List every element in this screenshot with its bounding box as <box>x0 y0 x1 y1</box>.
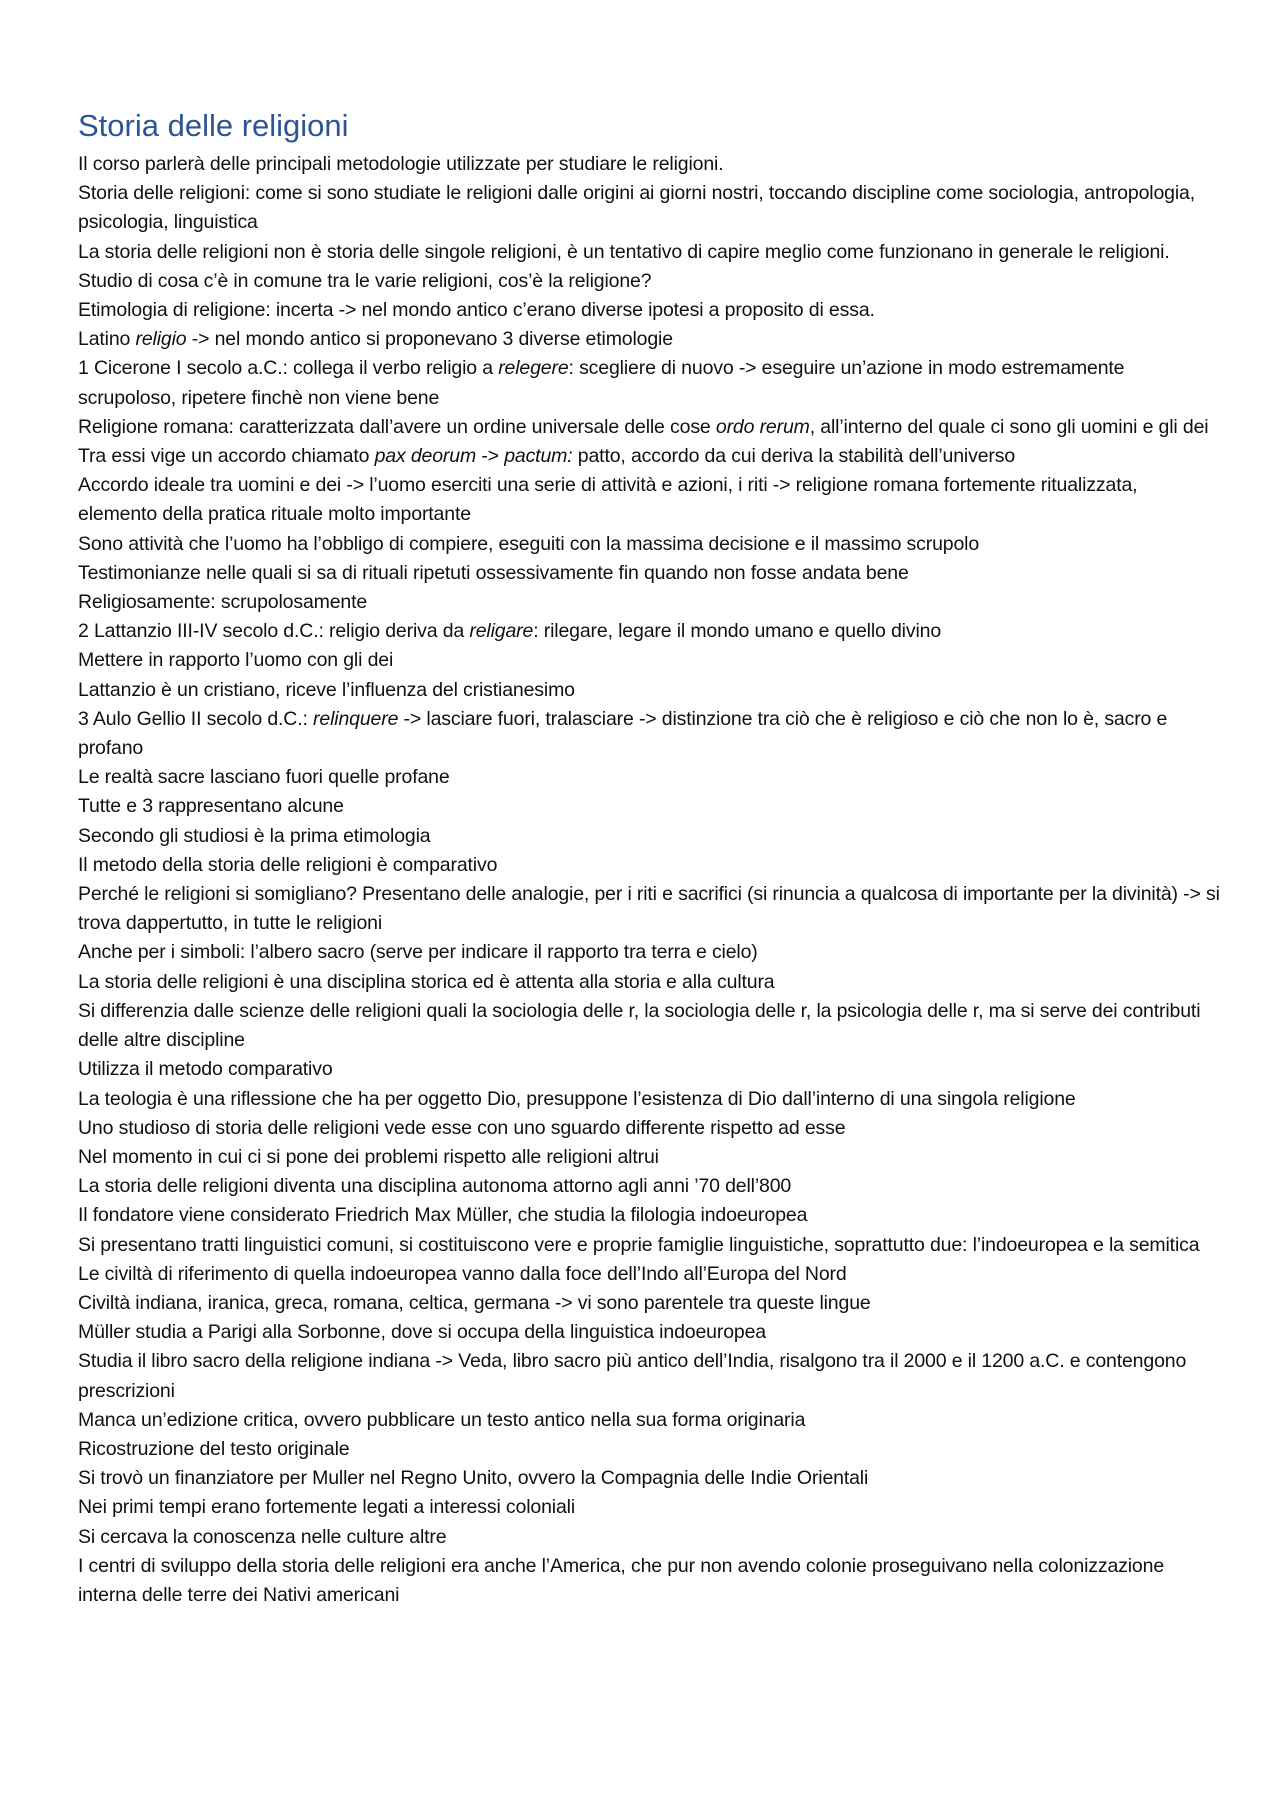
text-run: patto, accordo da cui deriva la stabilità dell’universo <box>572 445 1016 468</box>
text-run: Müller studia a Parigi alla Sorbonne, dove si occupa della linguistica indoeuropea <box>78 1321 766 1344</box>
text-run: Si differenzia dalle scienze delle religioni quali la sociologia delle r, la sociologia delle r, la psicologia delle r, ma si serve dei contributi delle altre discipline <box>78 999 1201 1052</box>
text-run: 1 Cicerone I secolo a.C.: collega il verbo religio a <box>78 357 499 380</box>
text-run: Uno studioso di storia delle religioni vede esse con uno sguardo differente rispetto ad esse <box>78 1116 846 1139</box>
paragraph <box>78 471 1220 529</box>
text-run: La storia delle religioni diventa una disciplina autonoma attorno agli anni ’70 dell’800 <box>78 1175 792 1198</box>
text-run: -> lasciare fuori, tralasciare -> distinzione tra ciò che è religioso e ciò che non lo è, sacro e profano <box>78 707 1168 760</box>
paragraph <box>78 792 1220 821</box>
italic-term: relegere <box>498 357 569 380</box>
text-run: -> <box>476 445 505 468</box>
text-run: Si cercava la conoscenza nelle culture altre <box>78 1525 447 1548</box>
text-run: La storia delle religioni è una disciplina storica ed è attenta alla storia e alla cultura <box>78 970 775 993</box>
italic-term: ordo rerum <box>715 415 810 438</box>
text-run: Storia delle religioni: come si sono studiate le religioni dalle origini ai giorni nostri, toccando discipline come sociologia, antropologia, psicologia, linguistica <box>78 182 1195 234</box>
paragraph <box>78 646 1220 675</box>
italic-term: religare <box>469 620 534 643</box>
text-run: Civiltà indiana, iranica, greca, romana, celtica, germana -> vi sono parentele tra queste lingue <box>78 1291 871 1314</box>
italic-term: religio <box>135 328 187 351</box>
paragraph <box>78 851 1220 880</box>
document-title: Storia delle religioni <box>78 108 349 143</box>
text-run: Mettere in rapporto l’uomo con gli dei <box>78 649 394 672</box>
text-run: Etimologia di religione: incerta -> nel mondo antico c’erano diverse ipotesi a proposito di essa. <box>78 299 875 322</box>
paragraph <box>78 676 1220 705</box>
text-run: Nei primi tempi erano fortemente legati a interessi coloniali <box>78 1496 576 1519</box>
text-run: Perché le religioni si somigliano? Presentano delle analogie, per i riti e sacrifici (si rinuncia a qualcosa di importante per la divinità) -> si trova dappertutto, in tutte le religioni <box>78 883 1220 935</box>
text-run: Tutte e 3 rappresentano alcune <box>78 795 344 818</box>
text-run: Il corso parlerà delle principali metodologie utilizzate per studiare le religioni. <box>78 153 724 175</box>
paragraph <box>78 997 1220 1055</box>
text-run: Ricostruzione del testo originale <box>78 1437 350 1460</box>
paragraph <box>78 1347 1220 1405</box>
text-run: Manca un’edizione critica, ovvero pubblicare un testo antico nella sua forma originaria <box>78 1408 806 1431</box>
paragraph <box>78 1493 1220 1522</box>
paragraph <box>78 1435 1220 1464</box>
text-run: 2 Lattanzio III-IV secolo d.C.: religio deriva da <box>78 620 470 643</box>
paragraph <box>78 1055 1220 1084</box>
text-run: Tra essi vige un accordo chiamato <box>78 445 375 468</box>
text-run: Le civiltà di riferimento di quella indoeuropea vanno dalla foce dell’Indo all’Europa del Nord <box>78 1262 847 1285</box>
italic-term: pactum: <box>504 445 573 468</box>
paragraph <box>78 705 1220 763</box>
italic-term: relinquere <box>313 707 399 730</box>
text-run: Latino <box>78 328 136 351</box>
paragraph <box>78 968 1220 997</box>
text-run: Le realtà sacre lasciano fuori quelle profane <box>78 766 450 789</box>
paragraph <box>78 1464 1220 1493</box>
text-run: Il fondatore viene considerato Friedrich Max Müller, che studia la filologia indoeuropea <box>78 1204 808 1227</box>
paragraph <box>78 1289 1220 1318</box>
text-run: Studio di cosa c’è in comune tra le varie religioni, cos’è la religione? <box>78 269 652 292</box>
paragraph <box>78 1231 1220 1260</box>
italic-term: pax deorum <box>374 445 477 468</box>
paragraph <box>78 530 1220 559</box>
text-run: Lattanzio è un cristiano, riceve l’influenza del cristianesimo <box>78 678 575 701</box>
text-run: La teologia è una riflessione che ha per oggetto Dio, presuppone l’esistenza di Dio dall’interno di una singola religione <box>78 1087 1076 1110</box>
paragraph <box>78 822 1220 851</box>
text-run: I centri di sviluppo della storia delle religioni era anche l’America, che pur non avendo colonie proseguivano nella colonizzazione interna delle terre dei Nativi americani <box>78 1554 1165 1606</box>
text-run: Religiosamente: scrupolosamente <box>78 591 368 614</box>
text-run: -> nel mondo antico si proponevano 3 diverse etimologie <box>186 328 673 351</box>
text-run: Utilizza il metodo comparativo <box>78 1058 333 1081</box>
text-run: Sono attività che l’uomo ha l’obbligo di compiere, eseguiti con la massima decisione e il massimo scrupolo <box>78 532 980 555</box>
paragraph <box>78 1318 1220 1347</box>
paragraph <box>78 267 1220 296</box>
paragraph <box>78 179 1220 237</box>
text-run: 3 Aulo Gellio II secolo d.C.: <box>78 707 314 730</box>
text-run: Accordo ideale tra uomini e dei -> l’uomo eserciti una serie di attività e azioni, i riti -> religione romana fortemente ritualizzata, elemento della pratica rituale molto importante <box>78 474 1138 526</box>
paragraph <box>78 617 1220 646</box>
paragraph <box>78 238 1220 267</box>
paragraph <box>78 1260 1220 1289</box>
paragraph <box>78 1523 1220 1552</box>
document-body <box>78 150 1220 1610</box>
text-run: Nel momento in cui ci si pone dei problemi rispetto alle religioni altrui <box>78 1145 659 1168</box>
paragraph <box>78 150 1220 179</box>
text-run: : rilegare, legare il mondo umano e quello divino <box>533 620 942 643</box>
paragraph <box>78 559 1220 588</box>
text-run: Si trovò un finanziatore per Muller nel Regno Unito, ovvero la Compagnia delle Indie Orientali <box>78 1467 869 1490</box>
text-run: Anche per i simboli: l’albero sacro (serve per indicare il rapporto tra terra e cielo) <box>78 941 758 964</box>
paragraph <box>78 1143 1220 1172</box>
text-run: Religione romana: caratterizzata dall’avere un ordine universale delle cose <box>78 415 716 438</box>
text-run: , all’interno del quale ci sono gli uomini e gli dei <box>809 415 1209 438</box>
paragraph <box>78 354 1220 412</box>
paragraph <box>78 296 1220 325</box>
text-run: Secondo gli studiosi è la prima etimologia <box>78 824 431 847</box>
paragraph <box>78 1201 1220 1230</box>
paragraph <box>78 763 1220 792</box>
paragraph <box>78 1406 1220 1435</box>
paragraph <box>78 1085 1220 1114</box>
text-run: Testimonianze nelle quali si sa di rituali ripetuti ossessivamente fin quando non fosse andata bene <box>78 561 909 584</box>
paragraph <box>78 880 1220 938</box>
paragraph <box>78 938 1220 967</box>
text-run: Si presentano tratti linguistici comuni, si costituiscono vere e proprie famiglie linguistiche, soprattutto due: l’indoeuropea e la semitica <box>78 1233 1200 1256</box>
paragraph <box>78 413 1220 442</box>
text-run: La storia delle religioni non è storia delle singole religioni, è un tentativo di capire meglio come funzionano in generale le religioni. <box>78 240 1170 263</box>
text-run: Studia il libro sacro della religione indiana -> Veda, libro sacro più antico dell’India, risalgono tra il 2000 e il 1200 a.C. e contengono prescrizioni <box>78 1350 1187 1402</box>
paragraph <box>78 1552 1220 1610</box>
paragraph <box>78 1172 1220 1201</box>
paragraph <box>78 442 1220 471</box>
paragraph <box>78 325 1220 354</box>
paragraph <box>78 1114 1220 1143</box>
paragraph <box>78 588 1220 617</box>
text-run: Il metodo della storia delle religioni è comparativo <box>78 853 498 876</box>
text-run: : scegliere di nuovo -> eseguire un’azione in modo estremamente scrupoloso, ripetere finchè non viene bene <box>78 357 1125 409</box>
